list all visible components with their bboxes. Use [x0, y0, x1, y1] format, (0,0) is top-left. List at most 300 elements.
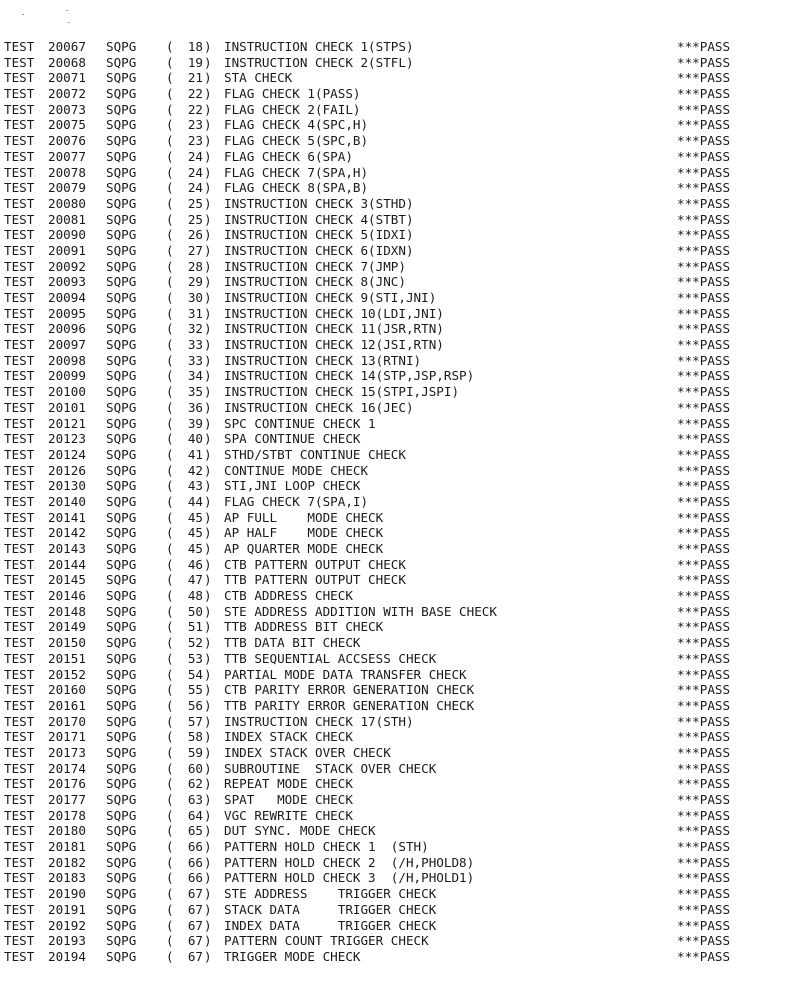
test-prefix: TEST: [4, 54, 35, 70]
test-id: 20071: [48, 70, 86, 86]
check-number: 67: [187, 917, 203, 933]
test-prefix: TEST: [4, 541, 35, 556]
result-status: ***PASS: [677, 39, 731, 54]
test-id: 20141: [48, 509, 86, 525]
test-id: 20073: [48, 101, 86, 117]
check-description: INSTRUCTION CHECK 11(JSR,RTN): [224, 321, 444, 337]
check-number: 22: [187, 101, 203, 117]
close-paren: ): [204, 337, 212, 353]
check-description: INSTRUCTION CHECK 1(STPS): [224, 39, 414, 54]
check-description: AP FULL MODE CHECK: [224, 509, 384, 525]
module-name: SQPG: [106, 39, 137, 54]
module-name: SQPG: [106, 70, 137, 86]
open-paren: (: [166, 603, 174, 619]
open-paren: (: [166, 227, 174, 243]
test-id: 20143: [48, 541, 86, 556]
open-paren: (: [166, 493, 174, 509]
test-result-row: [0, 227, 789, 243]
open-paren: (: [166, 839, 174, 855]
check-number: 57: [187, 713, 203, 729]
module-name: SQPG: [106, 384, 137, 400]
result-status: ***PASS: [677, 697, 731, 713]
module-name: SQPG: [106, 290, 137, 305]
test-id: 20126: [48, 462, 86, 478]
test-prefix: TEST: [4, 368, 35, 384]
check-description: FLAG CHECK 5(SPC,B): [224, 133, 369, 149]
test-result-row: [0, 478, 789, 494]
result-status: ***PASS: [677, 509, 731, 525]
test-result-row: [0, 243, 789, 259]
result-status: ***PASS: [677, 572, 731, 588]
scan-speck: [22, 14, 24, 15]
check-number: 64: [187, 807, 203, 823]
module-name: SQPG: [106, 870, 137, 886]
test-prefix: TEST: [4, 164, 35, 180]
module-name: SQPG: [106, 588, 137, 604]
module-name: SQPG: [106, 86, 137, 102]
test-prefix: TEST: [4, 572, 35, 588]
test-result-row: [0, 494, 789, 510]
test-id: 20078: [48, 164, 86, 180]
open-paren: (: [166, 258, 174, 274]
test-prefix: TEST: [4, 133, 35, 149]
test-result-row: [0, 619, 789, 635]
test-id: 20160: [48, 682, 86, 698]
close-paren: ): [204, 478, 212, 494]
close-paren: ): [204, 635, 212, 651]
test-result-row: [0, 557, 789, 573]
module-name: SQPG: [106, 164, 137, 180]
check-description: CONTINUE MODE CHECK: [224, 462, 369, 478]
result-status: ***PASS: [677, 274, 731, 290]
test-prefix: TEST: [4, 290, 35, 305]
check-description: INSTRUCTION CHECK 12(JSI,RTN): [224, 337, 444, 353]
test-result-row: [0, 667, 789, 683]
check-description: VGC REWRITE CHECK: [224, 807, 353, 823]
result-status: ***PASS: [677, 195, 731, 211]
module-name: SQPG: [106, 368, 137, 384]
close-paren: ): [204, 290, 212, 305]
result-status: ***PASS: [677, 305, 731, 321]
close-paren: ): [204, 619, 212, 635]
test-id: 20149: [48, 619, 86, 635]
open-paren: (: [166, 509, 174, 525]
close-paren: ): [204, 70, 212, 86]
open-paren: (: [166, 650, 174, 666]
module-name: SQPG: [106, 101, 137, 117]
check-description: SPA CONTINUE CHECK: [224, 431, 361, 447]
test-result-row: [0, 776, 789, 792]
test-prefix: TEST: [4, 556, 35, 572]
test-prefix: TEST: [4, 446, 35, 462]
test-id: 20080: [48, 195, 86, 211]
test-result-row: [0, 321, 789, 337]
test-id: 20151: [48, 650, 86, 666]
open-paren: (: [166, 164, 174, 180]
test-result-row: [0, 714, 789, 730]
result-status: ***PASS: [677, 588, 731, 604]
test-id: 20101: [48, 399, 86, 415]
test-prefix: TEST: [4, 493, 35, 509]
check-number: 43: [187, 478, 203, 494]
result-status: ***PASS: [677, 180, 731, 196]
result-status: ***PASS: [677, 776, 731, 792]
result-status: ***PASS: [677, 337, 731, 353]
close-paren: ): [204, 603, 212, 619]
module-name: SQPG: [106, 148, 137, 164]
close-paren: ): [204, 415, 212, 431]
check-description: CTB ADDRESS CHECK: [224, 588, 353, 604]
test-result-row: [0, 682, 789, 698]
open-paren: (: [166, 290, 174, 305]
check-description: INSTRUCTION CHECK 16(JEC): [224, 399, 414, 415]
check-number: 50: [187, 603, 203, 619]
module-name: SQPG: [106, 431, 137, 447]
result-status: ***PASS: [677, 462, 731, 478]
test-id: 20150: [48, 635, 86, 651]
test-id: 20140: [48, 493, 86, 509]
check-number: 48: [187, 588, 203, 604]
test-id: 20100: [48, 384, 86, 400]
test-prefix: TEST: [4, 242, 35, 258]
test-prefix: TEST: [4, 917, 35, 933]
check-number: 24: [187, 164, 203, 180]
test-id: 20144: [48, 556, 86, 572]
test-result-row: [0, 149, 789, 165]
test-id: 20174: [48, 760, 86, 776]
test-prefix: TEST: [4, 650, 35, 666]
test-prefix: TEST: [4, 603, 35, 619]
test-prefix: TEST: [4, 431, 35, 447]
test-prefix: TEST: [4, 399, 35, 415]
check-description: INSTRUCTION CHECK 8(JNC): [224, 274, 406, 290]
open-paren: (: [166, 697, 174, 713]
test-prefix: TEST: [4, 415, 35, 431]
test-result-row: [0, 400, 789, 416]
check-description: INDEX STACK OVER CHECK: [224, 744, 391, 760]
result-status: ***PASS: [677, 384, 731, 400]
test-id: 20145: [48, 572, 86, 588]
test-result-row: [0, 651, 789, 667]
check-description: INSTRUCTION CHECK 5(IDXI): [224, 227, 414, 243]
module-name: SQPG: [106, 776, 137, 792]
check-number: 23: [187, 133, 203, 149]
close-paren: ): [204, 117, 212, 133]
result-status: ***PASS: [677, 133, 731, 149]
close-paren: ): [204, 744, 212, 760]
test-prefix: TEST: [4, 744, 35, 760]
module-name: SQPG: [106, 729, 137, 745]
check-description: INSTRUCTION CHECK 3(STHD): [224, 195, 414, 211]
close-paren: ): [204, 211, 212, 227]
test-id: 20180: [48, 823, 86, 839]
open-paren: (: [166, 541, 174, 556]
check-description: INSTRUCTION CHECK 2(STFL): [224, 54, 414, 70]
module-name: SQPG: [106, 744, 137, 760]
close-paren: ): [204, 541, 212, 556]
check-description: FLAG CHECK 7(SPA,H): [224, 164, 369, 180]
check-description: INSTRUCTION CHECK 13(RTNI): [224, 352, 422, 368]
test-prefix: TEST: [4, 180, 35, 196]
close-paren: ): [204, 917, 212, 933]
check-description: STHD/STBT CONTINUE CHECK: [224, 446, 406, 462]
module-name: SQPG: [106, 917, 137, 933]
test-prefix: TEST: [4, 948, 35, 964]
check-description: STE ADDRESS TRIGGER CHECK: [224, 886, 437, 902]
check-number: 44: [187, 493, 203, 509]
test-id: 20097: [48, 337, 86, 353]
open-paren: (: [166, 854, 174, 870]
test-prefix: TEST: [4, 509, 35, 525]
open-paren: (: [166, 195, 174, 211]
test-prefix: TEST: [4, 792, 35, 807]
close-paren: ): [204, 729, 212, 745]
check-description: INDEX DATA TRIGGER CHECK: [224, 917, 437, 933]
close-paren: ): [204, 227, 212, 243]
result-status: ***PASS: [677, 603, 731, 619]
check-description: STI,JNI LOOP CHECK: [224, 478, 361, 494]
result-status: ***PASS: [677, 70, 731, 86]
open-paren: (: [166, 478, 174, 494]
check-description: TTB ADDRESS BIT CHECK: [224, 619, 384, 635]
close-paren: ): [204, 368, 212, 384]
module-name: SQPG: [106, 493, 137, 509]
test-prefix: TEST: [4, 823, 35, 839]
open-paren: (: [166, 384, 174, 400]
module-name: SQPG: [106, 682, 137, 698]
check-number: 40: [187, 431, 203, 447]
test-prefix: TEST: [4, 86, 35, 102]
check-description: TTB DATA BIT CHECK: [224, 635, 361, 651]
test-result-row: [0, 102, 789, 118]
test-id: 20124: [48, 446, 86, 462]
test-prefix: TEST: [4, 760, 35, 776]
check-description: STA CHECK: [224, 70, 293, 86]
result-status: ***PASS: [677, 431, 731, 447]
close-paren: ): [204, 195, 212, 211]
module-name: SQPG: [106, 572, 137, 588]
test-id: 20068: [48, 54, 86, 70]
result-status: ***PASS: [677, 54, 731, 70]
module-name: SQPG: [106, 321, 137, 337]
module-name: SQPG: [106, 211, 137, 227]
check-description: INSTRUCTION CHECK 7(JMP): [224, 258, 406, 274]
test-result-row: [0, 416, 789, 432]
result-status: ***PASS: [677, 321, 731, 337]
module-name: SQPG: [106, 415, 137, 431]
test-prefix: TEST: [4, 305, 35, 321]
module-name: SQPG: [106, 352, 137, 368]
result-status: ***PASS: [677, 86, 731, 102]
open-paren: (: [166, 462, 174, 478]
check-description: INSTRUCTION CHECK 9(STI,JNI): [224, 290, 437, 305]
check-number: 35: [187, 384, 203, 400]
test-id: 20079: [48, 180, 86, 196]
check-description: AP QUARTER MODE CHECK: [224, 541, 384, 556]
check-description: PATTERN COUNT TRIGGER CHECK: [224, 933, 429, 949]
test-id: 20090: [48, 227, 86, 243]
test-result-row: [0, 274, 789, 290]
check-description: PARTIAL MODE DATA TRANSFER CHECK: [224, 666, 467, 682]
check-description: TTB SEQUENTIAL ACCSESS CHECK: [224, 650, 437, 666]
module-name: SQPG: [106, 886, 137, 902]
test-prefix: TEST: [4, 713, 35, 729]
result-status: ***PASS: [677, 493, 731, 509]
test-result-row: [0, 729, 789, 745]
test-result-row: [0, 933, 789, 949]
test-result-row: [0, 165, 789, 181]
check-number: 29: [187, 274, 203, 290]
close-paren: ): [204, 86, 212, 102]
check-number: 22: [187, 86, 203, 102]
close-paren: ): [204, 274, 212, 290]
check-number: 19: [187, 54, 203, 70]
check-number: 27: [187, 242, 203, 258]
test-result-row: [0, 745, 789, 761]
open-paren: (: [166, 446, 174, 462]
open-paren: (: [166, 70, 174, 86]
close-paren: ): [204, 697, 212, 713]
module-name: SQPG: [106, 525, 137, 541]
test-result-row: [0, 368, 789, 384]
result-status: ***PASS: [677, 948, 731, 964]
open-paren: (: [166, 431, 174, 447]
close-paren: ): [204, 101, 212, 117]
module-name: SQPG: [106, 792, 137, 807]
test-prefix: TEST: [4, 807, 35, 823]
check-number: 30: [187, 290, 203, 305]
result-status: ***PASS: [677, 399, 731, 415]
check-description: FLAG CHECK 2(FAIL): [224, 101, 361, 117]
check-number: 52: [187, 635, 203, 651]
test-prefix: TEST: [4, 776, 35, 792]
test-prefix: TEST: [4, 682, 35, 698]
result-status: ***PASS: [677, 839, 731, 855]
test-id: 20076: [48, 133, 86, 149]
check-description: STACK DATA TRIGGER CHECK: [224, 901, 437, 917]
check-number: 28: [187, 258, 203, 274]
check-description: REPEAT MODE CHECK: [224, 776, 353, 792]
test-id: 20091: [48, 242, 86, 258]
result-status: ***PASS: [677, 729, 731, 745]
check-description: FLAG CHECK 1(PASS): [224, 86, 361, 102]
check-number: 33: [187, 352, 203, 368]
close-paren: ): [204, 164, 212, 180]
close-paren: ): [204, 948, 212, 964]
test-prefix: TEST: [4, 870, 35, 886]
open-paren: (: [166, 870, 174, 886]
test-prefix: TEST: [4, 195, 35, 211]
module-name: SQPG: [106, 305, 137, 321]
test-result-row: [0, 55, 789, 71]
test-result-row: [0, 86, 789, 102]
test-id: 20096: [48, 321, 86, 337]
test-prefix: TEST: [4, 227, 35, 243]
open-paren: (: [166, 86, 174, 102]
check-description: INSTRUCTION CHECK 4(STBT): [224, 211, 414, 227]
test-result-row: [0, 180, 789, 196]
close-paren: ): [204, 148, 212, 164]
test-result-row: [0, 792, 789, 808]
check-description: INSTRUCTION CHECK 15(STPI,JSPI): [224, 384, 460, 400]
test-id: 20130: [48, 478, 86, 494]
module-name: SQPG: [106, 933, 137, 949]
module-name: SQPG: [106, 227, 137, 243]
check-description: DUT SYNC. MODE CHECK: [224, 823, 376, 839]
result-status: ***PASS: [677, 933, 731, 949]
test-prefix: TEST: [4, 635, 35, 651]
check-number: 34: [187, 368, 203, 384]
open-paren: (: [166, 729, 174, 745]
check-number: 54: [187, 666, 203, 682]
test-prefix: TEST: [4, 148, 35, 164]
test-result-row: [0, 212, 789, 228]
close-paren: ): [204, 556, 212, 572]
test-result-row: [0, 604, 789, 620]
check-description: SUBROUTINE STACK OVER CHECK: [224, 760, 437, 776]
result-status: ***PASS: [677, 541, 731, 556]
close-paren: ): [204, 792, 212, 807]
open-paren: (: [166, 948, 174, 964]
test-result-row: [0, 117, 789, 133]
test-result-row: [0, 290, 789, 306]
test-result-row: [0, 572, 789, 588]
test-id: 20171: [48, 729, 86, 745]
result-status: ***PASS: [677, 101, 731, 117]
test-result-row: [0, 902, 789, 918]
module-name: SQPG: [106, 948, 137, 964]
open-paren: (: [166, 525, 174, 541]
test-result-row: [0, 384, 789, 400]
open-paren: (: [166, 133, 174, 149]
test-prefix: TEST: [4, 337, 35, 353]
close-paren: ): [204, 258, 212, 274]
test-id: 20092: [48, 258, 86, 274]
test-result-row: [0, 431, 789, 447]
test-prefix: TEST: [4, 886, 35, 902]
result-status: ***PASS: [677, 525, 731, 541]
result-status: ***PASS: [677, 211, 731, 227]
close-paren: ): [204, 509, 212, 525]
module-name: SQPG: [106, 258, 137, 274]
test-result-row: [0, 808, 789, 824]
check-number: 67: [187, 933, 203, 949]
open-paren: (: [166, 556, 174, 572]
test-id: 20177: [48, 792, 86, 807]
close-paren: ): [204, 242, 212, 258]
module-name: SQPG: [106, 478, 137, 494]
result-status: ***PASS: [677, 901, 731, 917]
module-name: SQPG: [106, 133, 137, 149]
result-status: ***PASS: [677, 164, 731, 180]
open-paren: (: [166, 274, 174, 290]
test-result-row: [0, 886, 789, 902]
scan-speck: [66, 10, 68, 11]
test-id: 20192: [48, 917, 86, 933]
test-prefix: TEST: [4, 211, 35, 227]
module-name: SQPG: [106, 839, 137, 855]
test-result-row: [0, 463, 789, 479]
test-prefix: TEST: [4, 619, 35, 635]
result-status: ***PASS: [677, 148, 731, 164]
test-id: 20098: [48, 352, 86, 368]
open-paren: (: [166, 792, 174, 807]
open-paren: (: [166, 399, 174, 415]
close-paren: ): [204, 399, 212, 415]
test-id: 20178: [48, 807, 86, 823]
result-status: ***PASS: [677, 227, 731, 243]
open-paren: (: [166, 619, 174, 635]
